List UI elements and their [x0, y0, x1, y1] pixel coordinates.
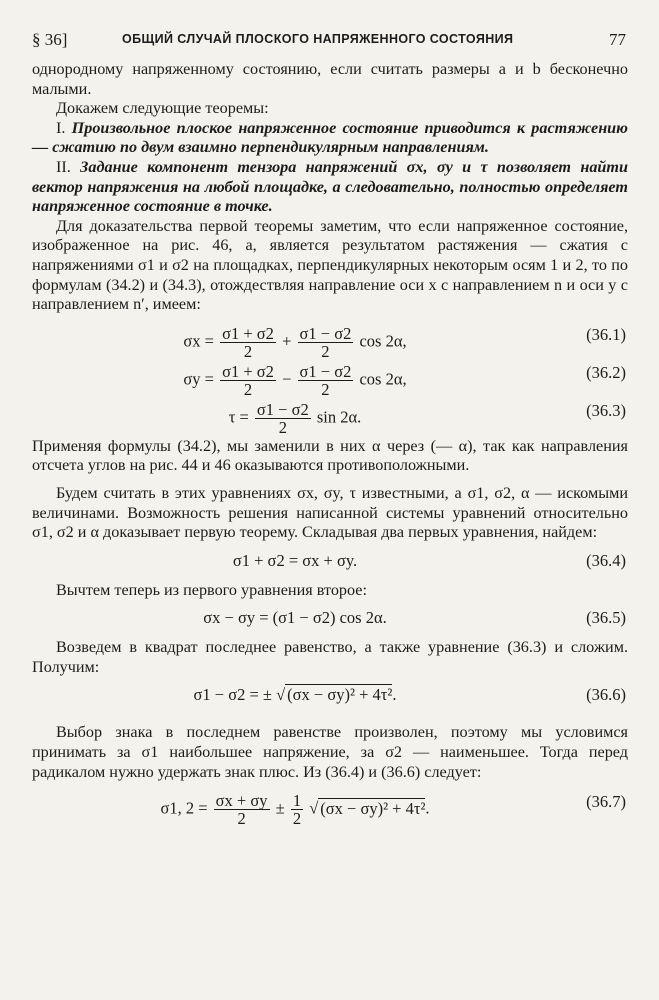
eq7-half-num: 1 [292, 791, 302, 811]
eq7-root: √ [309, 798, 319, 818]
eq1-tail: cos 2α, [359, 331, 407, 350]
book-page [32, 30, 629, 829]
paragraph-proof: Для доказательства первой теоремы заметим, что если напряженное состояние, изображенное на рис. 46, а, является результатом растяжения — сжатия с напряжениями σ1 и σ2 на площадках, перпендикулярных некоторым осям 1 и 2, то по формулам (34.2) и (34.3), отождествляя направление оси x с направлением n и оси y с направлением n′, имеем: [32, 216, 628, 314]
eq2-lhs: σy = [183, 369, 214, 388]
eq6-radicand: (σx − σy)² + 4τ² [287, 685, 393, 705]
equation-number: (36.2) [586, 362, 626, 382]
equation-36-5 [32, 600, 628, 638]
eq1-num2: σ1 − σ2 [299, 323, 352, 343]
equation-36-3 [32, 391, 628, 437]
theorem-2 [32, 158, 628, 217]
eq2-den1: 2 [243, 379, 253, 399]
theorem-1-label: I. [56, 118, 66, 137]
paragraph-continuation: однородному напряженному состоянию, если считать размеры a и b бесконечно малыми. [32, 60, 628, 98]
eq2-tail: cos 2α, [359, 369, 407, 388]
equation-number: (36.4) [586, 550, 626, 570]
equation-number: (36.6) [586, 685, 626, 705]
eq1-den1: 2 [243, 341, 253, 361]
eq7-half-den: 2 [292, 809, 302, 829]
running-title: ОБЩИЙ СЛУЧАЙ ПЛОСКОГО НАПРЯЖЕННОГО СОСТОЯНИЯ [122, 32, 514, 46]
equation-number: (36.5) [586, 608, 626, 628]
equation-36-1 [32, 315, 628, 361]
paragraph-square: Возведем в квадрат последнее равенство, а также уравнение (36.3) и сложим. Получим: [32, 638, 628, 676]
eq7-end: . [425, 798, 430, 818]
eq6-end: . [392, 685, 397, 705]
eq2-den2: 2 [321, 379, 330, 399]
equation-36-7 [32, 782, 628, 829]
equation-number: (36.1) [586, 324, 626, 344]
eq2-num1: σ1 + σ2 [222, 361, 274, 381]
page-number: 77 [609, 30, 626, 49]
eq7-den: 2 [237, 809, 246, 829]
equation-number: (36.3) [586, 400, 626, 420]
eq7-radicand: (σx − σy)² + 4τ² [320, 798, 426, 818]
paragraph-sign-choice: Выбор знака в последнем равенстве произволен, поэтому мы условимся принимать за σ1 наибольшее напряжение, за σ2 — наименьшее. Тогда перед радикалом нужно удержать знак плюс. Из (36.4) и (36.6) следует: [32, 723, 628, 781]
theorem-2-label: II. [56, 157, 71, 176]
eq7-op: ± [275, 798, 285, 818]
eq7-lhs: σ1, 2 = [160, 798, 208, 818]
eq1-op: + [282, 331, 292, 350]
eq1-num1: σ1 + σ2 [222, 323, 274, 343]
paragraph-theorems-intro: Докажем следующие теоремы: [56, 99, 269, 118]
paragraph-subtract: Вычтем теперь из первого уравнения второе: [56, 580, 367, 599]
eq3-den: 2 [278, 417, 287, 437]
eq2-num2: σ1 − σ2 [299, 361, 352, 381]
eq7-num: σx + σy [215, 791, 268, 811]
paragraph-unknowns: Будем считать в этих уравнениях σx, σy, τ известными, а σ1, σ2, α — искомыми величинами. Возможность решения написанной системы уравнений относительно σ1, σ2 и α доказывает первую теорему. Складывая два первых уравнения, найдем: [32, 483, 628, 542]
section-number: § 36] [32, 30, 68, 49]
eq2-op: − [282, 369, 292, 388]
eq1-lhs: σx = [183, 331, 214, 350]
equation-number: (36.7) [586, 792, 626, 812]
eq4-body: σ1 + σ2 = σx + σy. [232, 550, 358, 570]
running-header [32, 30, 628, 60]
equation-36-4 [32, 543, 628, 581]
eq1-den2: 2 [321, 341, 330, 361]
equation-36-2 [32, 353, 628, 399]
eq3-tail: sin 2α. [316, 407, 362, 426]
eq5-body: σx − σy = (σ1 − σ2) cos 2α. [203, 608, 387, 628]
eq3-lhs: τ = [228, 407, 249, 426]
eq6-lhs: σ1 − σ2 = ± √ [193, 685, 286, 705]
theorem-1-text: Произвольное плоское напряженное состояние приводится к растяжению — сжатию по двум взаимно перпендикулярным направлениям. [32, 118, 628, 157]
theorem-2-text: Задание компонент тензора напряжений σx, σy и τ позволяет найти вектор напряжения на любой площадке, а следовательно, полностью определяет напряженное состояние в точке. [32, 157, 629, 216]
paragraph-substitution-note: Применяя формулы (34.2), мы заменили в них α через (— α), так как направления отсчета углов на рис. 44 и 46 оказываются противоположными. [32, 436, 628, 475]
equation-36-6 [32, 677, 628, 715]
theorem-1 [32, 119, 628, 158]
eq3-num: σ1 − σ2 [256, 399, 309, 419]
